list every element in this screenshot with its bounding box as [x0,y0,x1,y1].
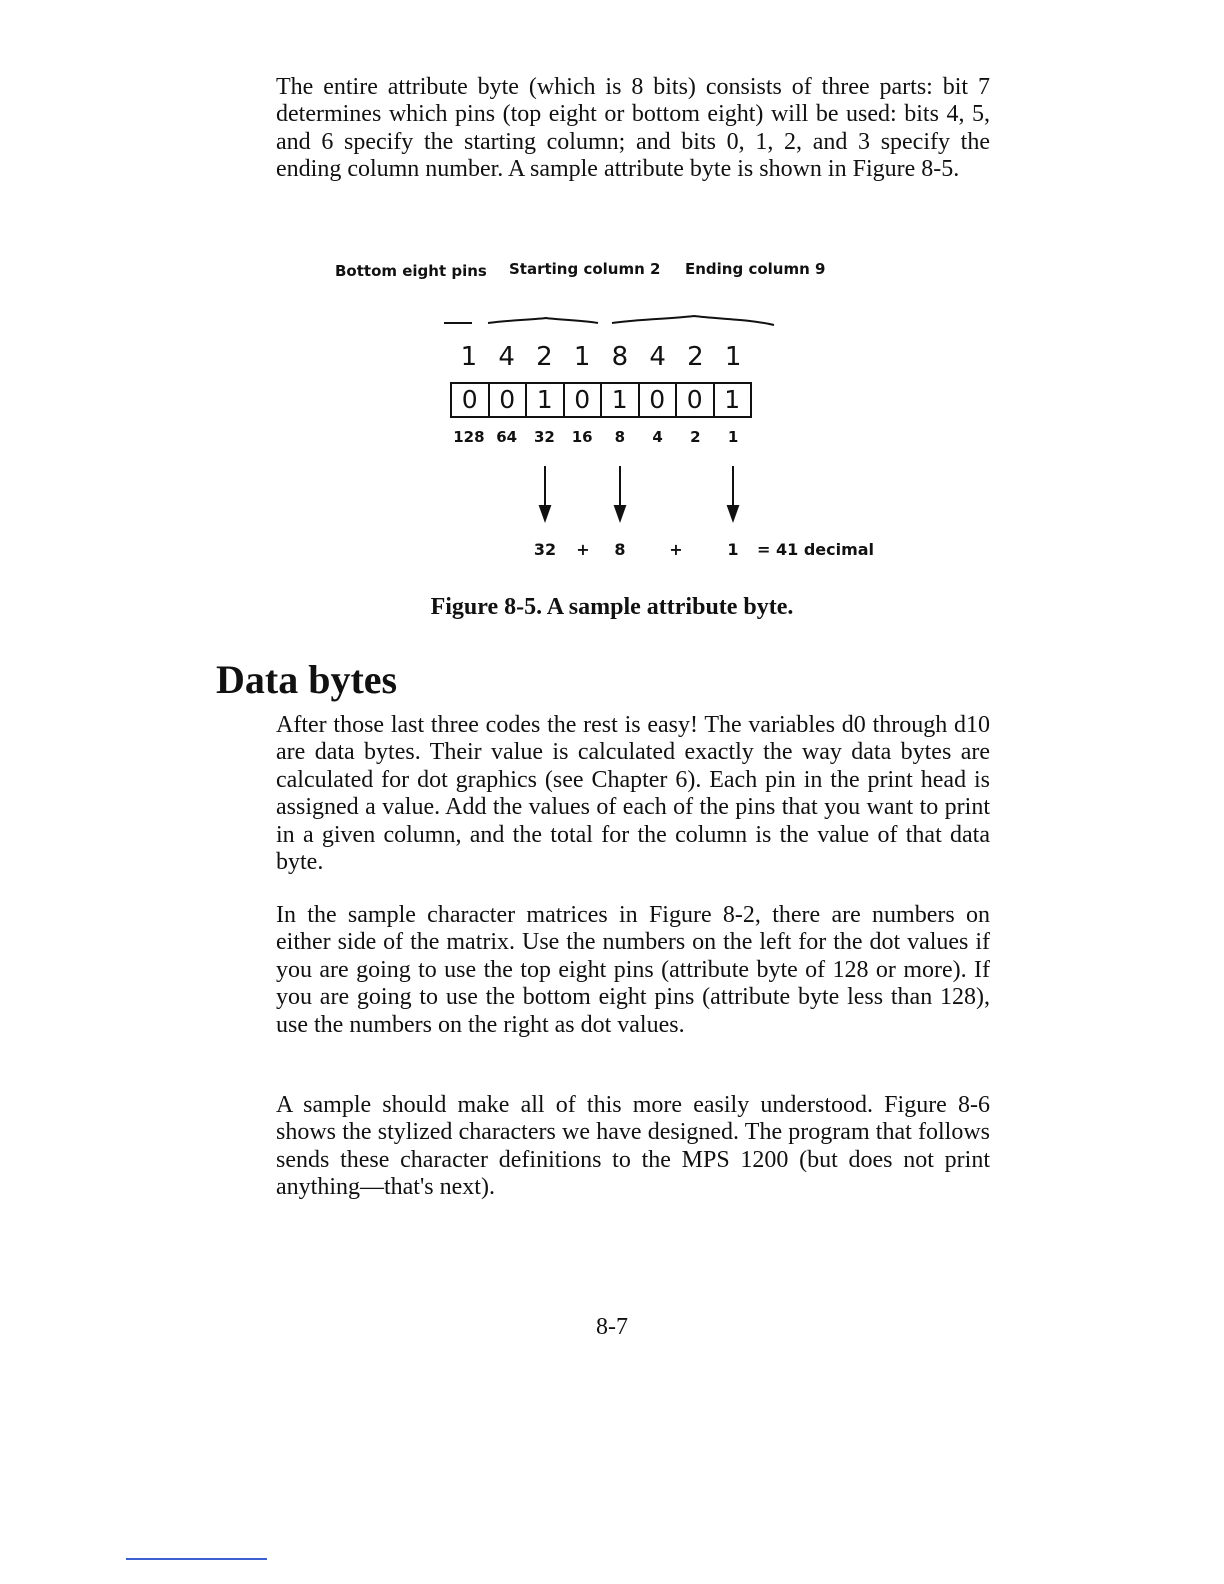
weight-digit: 2 [687,342,704,372]
weight-digit: 1 [724,342,742,372]
intro-paragraph: The entire attribute byte (which is 8 bits) consists of three parts: bit 7 determines which pins (top eight or bottom eight) will be used: bits 4, 5, and 6 specify the starting column; and bits 0, 1, 2, and 3 specify the ending column number. A sample attribute byte is shown in Figure 8-5. [276,74,990,183]
sum-plus: + [669,540,683,559]
label-ending-column: Ending column 9 [685,260,826,278]
bit-boxes-row [450,382,752,418]
sum-term-8: 8 [614,540,626,559]
paragraph-data-bytes: After those last three codes the rest is easy! The variables d0 through d10 are data bytes. Their value is calculated exactly the way data bytes are calculated for dot graphics (see Chapter 6). Each pin in the print head is assigned a value. Add the values of each of the pins that you want to print in a given column, and the total for the column is the value of that data byte. [276,712,990,876]
bit-value: 16 [571,428,593,446]
bit-value: 2 [690,428,701,446]
bit-weights-row [450,342,752,372]
down-arrow-icon [615,466,625,520]
weight-digit: 1 [573,342,591,372]
paragraph-sample: A sample should make all of this more easily understood. Figure 8-6 shows the stylized characters we have designed. The program that follows sends these character definitions to the MPS 1200 (but does not print anything—that's next). [276,1092,990,1201]
sum-term-32: 32 [533,540,557,559]
bit-box: 0 [640,384,678,416]
paragraph-character-matrices: In the sample character matrices in Figure 8-2, there are numbers on either side of the matrix. Use the numbers on the left for the dot values if you are going to use the top eight pins (attribute byte of 128 or more). If you are going to use the bottom eight pins (attribute byte less than 128), use the numbers on the right as dot values. [276,902,990,1038]
bracket-ending-column [612,316,774,325]
sum-result: = 41 decimal [757,540,875,559]
down-arrows [0,466,1224,526]
bit-value: 1 [727,428,739,446]
bit-value: 128 [453,428,485,446]
bit-box: 0 [565,384,603,416]
bracket-marks [0,306,1224,346]
bit-value: 32 [533,428,555,446]
bit-value: 64 [496,428,518,446]
label-bottom-eight-pins: Bottom eight pins [335,262,487,280]
down-arrow-icon [728,466,738,520]
bit-values-row [450,428,752,446]
footnote-rule [126,1558,267,1560]
bit-box: 0 [452,384,490,416]
down-arrow-icon [540,466,550,520]
bracket-starting-column [488,318,598,323]
figure-caption: Figure 8-5. A sample attribute byte. [430,594,794,620]
bit-value: 4 [652,428,663,446]
sum-term-1: 1 [727,540,739,559]
bit-box: 1 [602,384,640,416]
bit-box: 0 [490,384,528,416]
bit-box: 1 [527,384,565,416]
weight-digit: 2 [536,342,553,372]
weight-digit: 4 [649,342,666,372]
section-heading: Data bytes [216,657,398,702]
bit-box: 0 [677,384,715,416]
bit-value: 8 [614,428,626,446]
bit-box: 1 [724,385,741,414]
sum-plus: + [576,540,590,559]
label-starting-column: Starting column 2 [509,260,661,278]
page-number: 8-7 [596,1314,628,1340]
weight-digit: 1 [460,342,478,372]
weight-digit: 4 [498,342,515,372]
weight-digit: 8 [611,342,629,372]
